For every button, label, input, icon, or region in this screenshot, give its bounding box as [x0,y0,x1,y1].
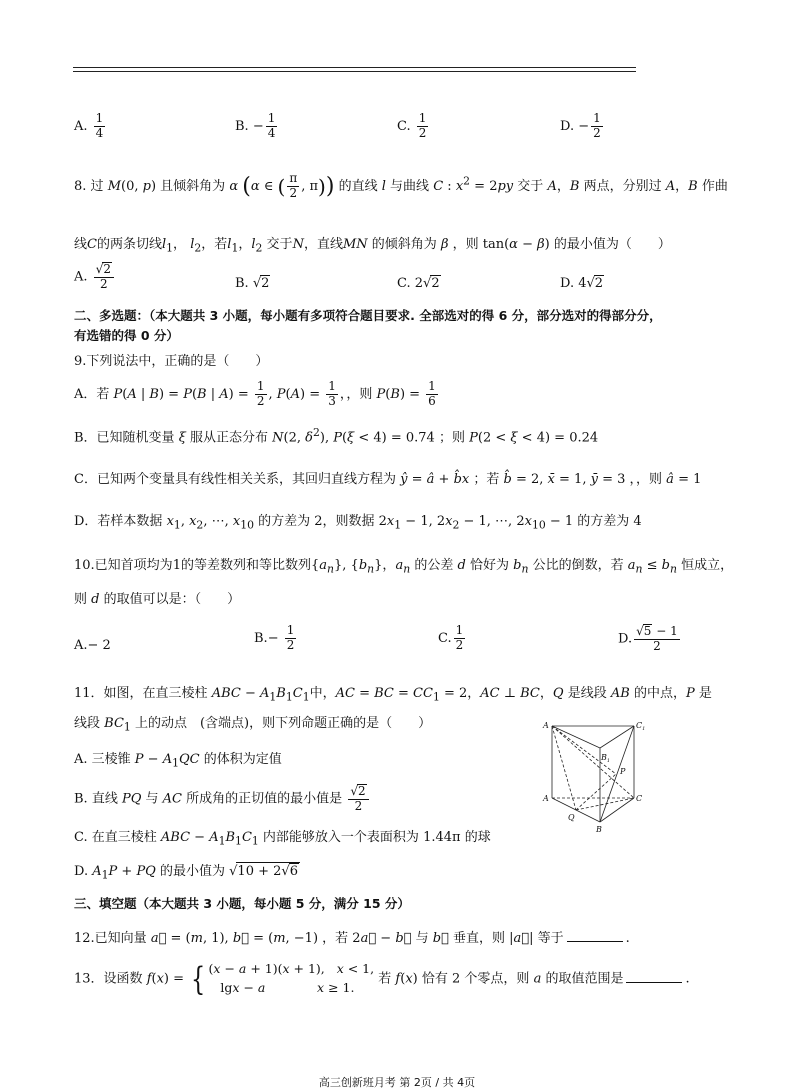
q8-line-2: 线C的两条切线$l_1$， $l_2$，若$l_1$，$l_2$ 交于N，直线MN 的倾斜角为 β ，则 tan(α − β) 的最小值为（ ） [74,237,671,255]
q12-answer-blank[interactable] [567,941,623,942]
label-b: B [596,825,602,834]
section3-title: 三、填空题（本大题共 3 小题，每小题 5 分，满分 15 分） [74,896,410,911]
q10-option-b: B.− $\frac{1}{2}$ [254,623,295,652]
q8-option-b: B. √2 [235,276,270,291]
q13: 13．设函数 f(x) = { (x − a + 1)(x + 1), x < 1, lgx − a x ≥ 1. 若 f(x) 恰有 2 个零点，则 a 的取值范围是 . [74,960,690,998]
q7-option-c: C. $\frac{1}{2}$ [397,111,427,140]
page-footer: 高三创新班月考 第 2页 / 共 4页 [318,1076,476,1089]
label-b1: $B_1$ [601,753,611,764]
q7-option-b: B. − $\frac{1}{4}$ [235,111,276,140]
q10-line-1: 10.已知首项均为1的等差数列和等比数列$\{a_n\}$, $\{b_n\}$，$a_n$ 的公差 d 恰好为 $b_n$ 公比的倒数，若 $a_n \le b_n$ 恒成立， [74,558,734,576]
top-rule-1 [73,67,636,68]
q12: 12.已知向量 a⃗ = (m, 1), b⃗ = (m, −1) ，若 2a⃗ − b⃗ 与 b⃗ 垂直，则 |a⃗| 等于 . [74,931,630,946]
q8-option-c: C. 2√2 [397,276,440,291]
q8-option-d: D. 4√2 [560,276,604,291]
label-a1: A [543,721,549,730]
q11-option-c: C. 在直三棱柱 ABC − $A_1B_1C_1$ 内部能够放入一个表面积为 1.44π 的球 [74,830,491,848]
q7-option-a: A. $\frac{1}{4}$ [74,111,104,140]
q11-option-b: B. 直线 PQ 与 AC 所成角的正切值的最小值是 $\frac{√2}{2}$ [74,784,371,814]
q9-option-d: D．若样本数据 $x_1$, $x_2$, ⋯, $x_{10}$ 的方差为 2，则数据 $2x_1 - 1$, $2x_2 - 1$, ⋯, $2x_{10} - 1$ 的方差为 4 [74,514,642,532]
q10-option-d: D. $\frac{√5 - 1}{2}$ [618,624,678,653]
q9-stem: 9.下列说法中，正确的是（ ） [74,354,269,369]
label-c1: $C_1$ [636,721,646,732]
prism-figure [540,718,650,836]
q8-line-1: 8. 过 M(0, p) 且倾斜角为 α (α ∈ ( $\frac{\pi}{2}$ , π)) 的直线 l 与曲线 C : $x^2 = 2py$ 交于 A，B 两点，分别过 A，B 作曲 [74,171,728,200]
top-rule-2 [73,71,636,72]
q11-line-1: 11．如图，在直三棱柱 ABC − $A_1B_1C_1$中，AC = BC = $CC_1 = 2$，AC ⊥ BC，Q 是线段 AB 的中点，P 是 [74,686,712,704]
q11-line-2: 线段 $BC_1$ 上的动点 (含端点)，则下列命题正确的是（ ） [74,716,432,734]
section2-title: 二、多选题：（本大题共 3 小题，每小题有多项符合题目要求. 全部选对的得 6 分，部分选对的得部分分， [74,308,662,323]
q10-option-c: C. $\frac{1}{2}$ [438,623,464,652]
q13-answer-blank[interactable] [626,982,682,983]
q10-option-a: A.− 2 [74,638,111,653]
q11-option-a: A. 三棱锥 $P - A_1QC$ 的体积为定值 [74,752,282,770]
q9-option-c: C．已知两个变量具有线性相关关系，其回归直线方程为 ŷ = â + b̂x ；若 b̂ = 2, x̄ = 1, ȳ = 3 ，，则 â = 1 [74,472,702,487]
label-p: P [620,767,626,776]
q10-line-2: 则 d 的取值可以是：（ ） [74,592,241,607]
label-c: C [636,794,643,803]
label-a: A [543,794,549,803]
q11-option-d: D. $A_1P$ + PQ 的最小值为 √10 + 2√6 [74,864,298,882]
q7-option-d: D. − $\frac{1}{2}$ [560,111,601,140]
q9-option-a: A．若 P(A | B) = P(B | A) = $\frac{1}{2}$ , P(A) = $\frac{1}{3}$ ，，则 P(B) = $\frac{1}{6}$ [74,379,436,408]
label-q: Q [568,813,575,822]
q8-option-a: A. $\frac{√2}{2}$ [74,262,116,292]
section2-title-2: 有选错的得 0 分） [74,328,179,343]
q9-option-b: B．已知随机变量 ξ 服从正态分布 N(2, $\delta^2$), P(ξ < 4) = 0.74 ；则 P(2 < ξ < 4) = 0.24 [74,426,599,446]
